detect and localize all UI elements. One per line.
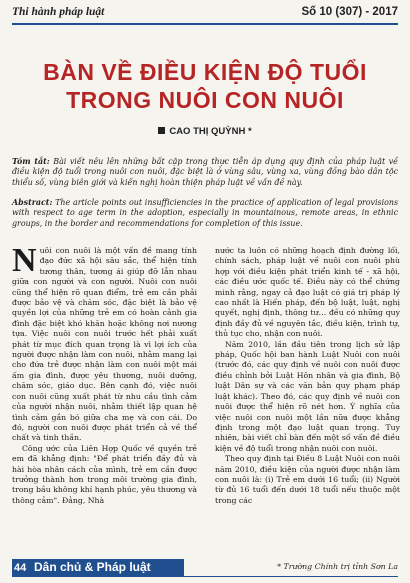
paragraph: Công ước của Liên Hợp Quốc về quyền trẻ em đã khẳng định: "Để phát triển đầy đủ và hài hòa nhân cách của mình, trẻ em cần được trưởng thành hơn trong môi trường gia đình, trong bầu không khí hạnh phúc, yêu thương và thông cảm". Đảng, Nhà	[12, 443, 197, 505]
section-label: Thi hành pháp luật	[12, 6, 105, 18]
article-body	[12, 242, 400, 538]
square-bullet-icon	[158, 127, 165, 134]
author-name: CAO THỊ QUỲNH *	[169, 126, 252, 137]
drop-cap: N	[12, 242, 37, 279]
issue-number: Số 10 (307) - 2017	[301, 6, 398, 18]
page-number: 44	[14, 562, 27, 574]
abstract-en-label: Abstract:	[12, 198, 53, 207]
abstract-vi-text: Bài viết nêu lên những bất cập trong thực tiễn áp dụng quy định của pháp luật về điều kiện độ tuổi trong nuôi con nuôi, đặc biệt là ở vùng sâu, vùng xa, vùng đồng bào dân tộc thiểu số, vùng biên giới và kiến nghị hoàn thiện pháp luật về vấn đề này.	[12, 157, 399, 187]
right-column	[215, 246, 400, 506]
header-rule	[12, 23, 398, 25]
abstract-en-text: The article points out insufficiencies in the practice of application of legal provisions with respect to age term in the adoption, especially in mountainous, remote areas, in ethnic groups, in the border and recommendations for completion of this issue.	[12, 198, 398, 228]
paragraph	[12, 242, 197, 444]
left-column	[12, 242, 197, 506]
magazine-name: Dân chủ & Pháp luật	[34, 560, 151, 574]
article-title	[0, 58, 410, 114]
author-affiliation-footnote: * Trường Chính trị tỉnh Sơn La	[277, 562, 398, 571]
paragraph: nước ta luôn có những hoạch định đường lối, chính sách, pháp luật về nuôi con nuôi phù hợp với điều kiện phát triển kinh tế - xã hội, các điều ước quốc tế. Điều này có thể chứng minh rằng, ngay cả đạo luật có giá trị pháp lý cao nhất là Hiến pháp, đến bộ luật, luật, nghị quyết, nghị định, thông tư… đều có những quy định đầy đủ về nguyên tắc, điều kiện, trình tự, thủ tục cho, nhận con nuôi.	[215, 246, 400, 339]
abstract-vietnamese	[12, 157, 398, 188]
paragraph-text: uôi con nuôi là một vấn đề mang tính đạo đức xã hội sâu sắc, thể hiện tính tương thân, tương ái giúp đỡ lẫn nhau giữa con người và con người. Nuôi con nuôi cũng thể hiện rõ quan điểm, trẻ em cần phải được bảo vệ và chăm sóc, đặc biệt là bảo vệ quyền lợi của những trẻ em có hoàn cảnh gia đình đặc biệt khó khăn hoặc không nơi nương tựa. Việc nuôi con nuôi trước hết phải xuất phát từ mục đích quan trọng là vì lợi ích của người được nhận làm con nuôi, nhằm mang lại cho đứa trẻ được nhận làm con nuôi một mái ấm gia đình, được yêu thương, nuôi dưỡng, chăm sóc, giáo dục. Bên cạnh đó, việc nuôi con nuôi cũng xuất phát từ nhu cầu tình cảm của người nhận nuôi, nhằm thiết lập quan hệ tình cảm gắn bó giữa cha mẹ và con cái. Do đó, người con nuôi được phát triển cả về thể chất và tinh thần.	[12, 246, 197, 443]
title-line-1: BÀN VỀ ĐIỀU KIỆN ĐỘ TUỔI	[43, 59, 367, 85]
abstract-english	[12, 198, 398, 229]
footer-rule	[184, 576, 398, 577]
paragraph: Năm 2010, lần đầu tiên trong lịch sử lập pháp, Quốc hội ban hành Luật Nuôi con nuôi (trước đó, các quy định về nuôi con nuôi được điều chỉnh bởi Luật Hôn nhân và gia đình, Bộ luật Dân sự và các văn bản quy phạm pháp luật khác). Theo đó, các quy định về nuôi con nuôi được thể hiện rõ nét hơn. Ý nghĩa của việc nuôi con nuôi một lần nữa được khẳng định trong một đạo luật quan trọng. Tuy nhiên, bài viết chỉ bàn đến một số vấn đề điều kiện về độ tuổi trong nhận nuôi con nuôi.	[215, 339, 400, 453]
title-line-2: TRONG NUÔI CON NUÔI	[66, 87, 344, 113]
abstract-vi-label: Tóm tắt:	[12, 157, 50, 166]
author-line	[0, 126, 410, 137]
paragraph: Theo quy định tại Điều 8 Luật Nuôi con nuôi năm 2010, điều kiện của người được nhận làm con nuôi là: (i) Trẻ em dưới 16 tuổi; (ii) Người từ đủ 16 tuổi đến dưới 18 tuổi nếu thuộc một trong các	[215, 454, 400, 505]
